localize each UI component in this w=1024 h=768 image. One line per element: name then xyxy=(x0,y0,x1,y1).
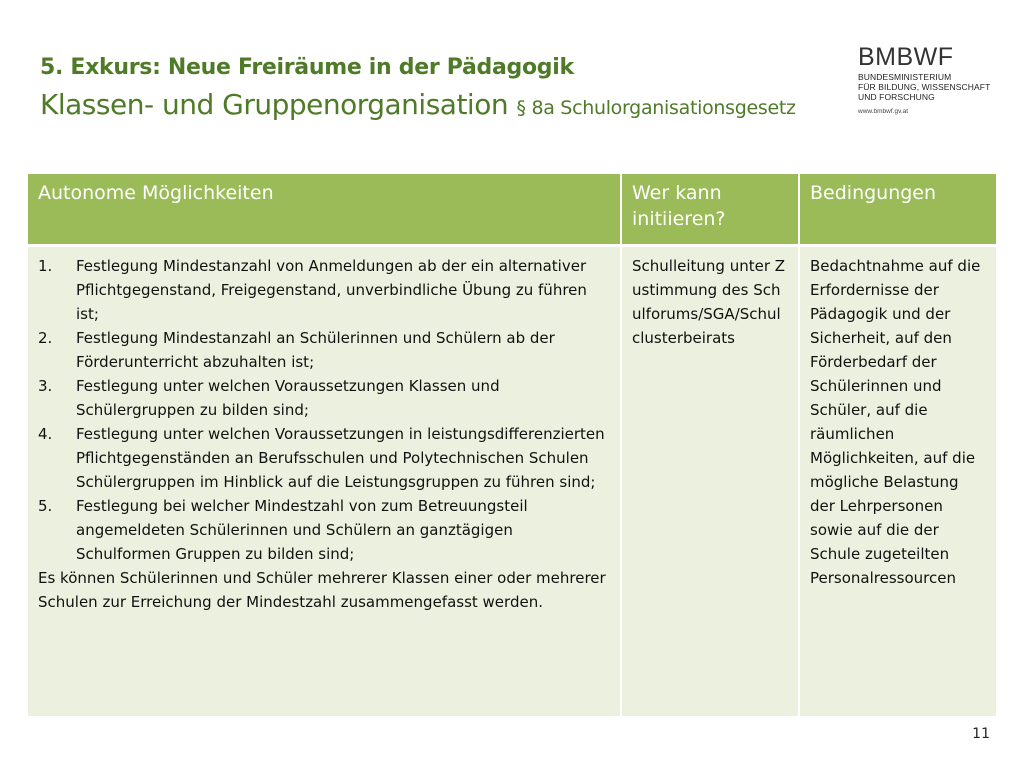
logo-line-2: FÜR BILDUNG, WISSENSCHAFT xyxy=(858,82,991,92)
list-item-number: 1. xyxy=(38,257,53,275)
logo-url: www.bmbwf.gv.at xyxy=(858,108,909,115)
list-item xyxy=(38,494,610,566)
conditions-cell: Bedachtnahme auf die Erfordernisse der Pädagogik und der Sicherheit, auf den Förderbedarf der Schülerinnen und Schüler, auf die räumlichen Möglichkeiten, auf die mögliche Belastung der Lehrpersonen sowie auf die der Schule zugeteilten Personalressourcen xyxy=(799,246,996,717)
options-list xyxy=(38,254,610,566)
list-item xyxy=(38,374,610,422)
list-item xyxy=(38,422,610,494)
list-item-number: 4. xyxy=(38,425,53,443)
list-item-text: Festlegung Mindestanzahl von Anmeldungen ab der ein alternativer Pflichtgegenstand, Freigegenstand, unverbindliche Übung zu führen ist; xyxy=(76,257,587,323)
slide-title-law-reference: § 8a Schulorganisationsgesetz xyxy=(516,97,796,119)
list-item-number: 2. xyxy=(38,329,53,347)
initiator-cell: Schulleitung unter Zustimmung des Schulforums/SGA/Schulclusterbeirats xyxy=(621,246,799,717)
header-conditions: Bedingungen xyxy=(799,174,996,246)
list-item-text: Festlegung bei welcher Mindestzahl von zum Betreuungsteil angemeldeten Schülerinnen und Schülern an ganztägigen Schulformen Gruppen zu bilden sind; xyxy=(76,497,528,563)
logo-line-1: BUNDESMINISTERIUM xyxy=(858,72,952,82)
slide-title xyxy=(40,88,796,121)
slide-subtitle: 5. Exkurs: Neue Freiräume in der Pädagogik xyxy=(40,55,574,80)
table-row xyxy=(28,246,996,717)
page-number: 11 xyxy=(972,726,990,742)
slide-title-main: Klassen- und Gruppenorganisation xyxy=(40,88,509,121)
logo-name: BMBWF xyxy=(858,43,954,71)
list-item-number: 3. xyxy=(38,377,53,395)
list-item xyxy=(38,326,610,374)
table-header-row xyxy=(28,174,996,246)
header-autonomous-options: Autonome Möglichkeiten xyxy=(28,174,621,246)
list-item-text: Festlegung unter welchen Voraussetzungen Klassen und Schülergruppen zu bilden sind; xyxy=(76,377,500,419)
options-table xyxy=(28,174,996,716)
header-who-can-initiate: Wer kann initiieren? xyxy=(621,174,799,246)
options-cell xyxy=(28,246,621,717)
list-item-text: Festlegung unter welchen Voraussetzungen in leistungsdifferenzierten Pflichtgegenständen an Berufsschulen und Polytechnischen Schulen Schülergruppen im Hinblick auf die Leistungsgruppen zu führen sind; xyxy=(76,425,605,491)
options-note: Es können Schülerinnen und Schüler mehrerer Klassen einer oder mehrerer Schulen zur Erreichung der Mindestzahl zusammengefasst werden. xyxy=(38,569,606,611)
logo-ministry-name xyxy=(858,72,1008,102)
list-item-number: 5. xyxy=(38,497,53,515)
list-item-text: Festlegung Mindestanzahl an Schülerinnen und Schülern ab der Förderunterricht abzuhalten ist; xyxy=(76,329,555,371)
list-item xyxy=(38,254,610,326)
logo-line-3: UND FORSCHUNG xyxy=(858,92,935,102)
ministry-logo xyxy=(858,44,1008,115)
